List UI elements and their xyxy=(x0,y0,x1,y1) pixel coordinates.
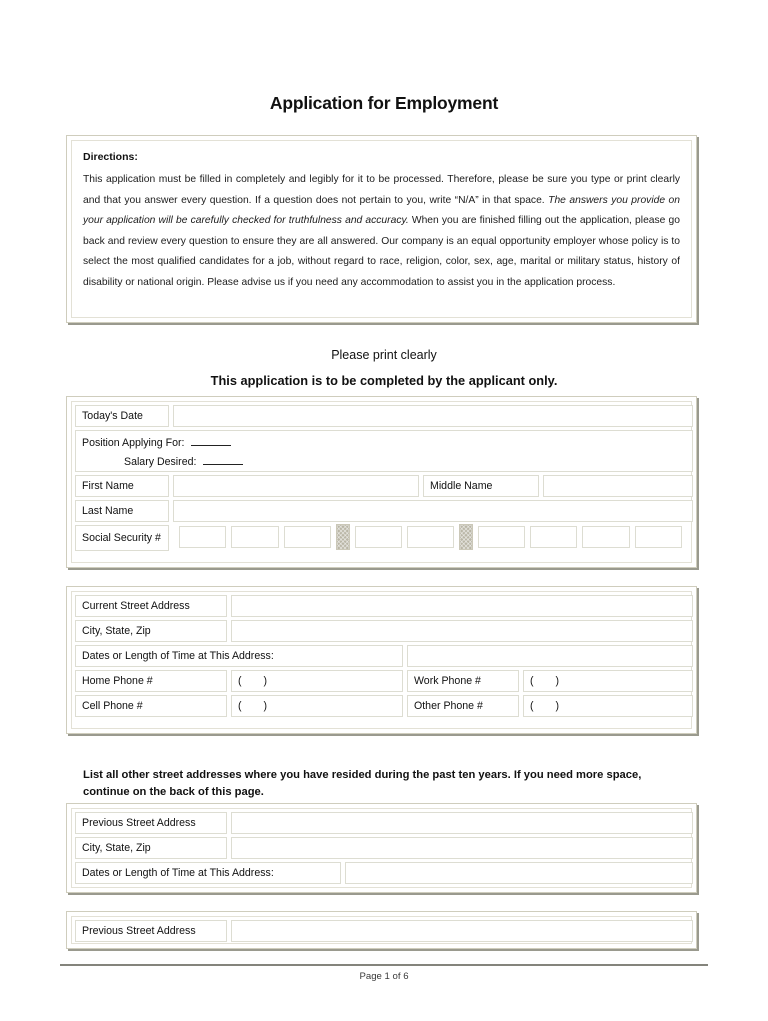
previous-address-1-table xyxy=(75,812,693,884)
salary-desired-label: Salary Desired: xyxy=(124,456,197,468)
directions-panel xyxy=(66,135,697,323)
social-security-boxes xyxy=(179,526,687,550)
previous-addresses-instruction: List all other street addresses where you have resided during the past ten years. If you need more space, continue on the back of this page. xyxy=(83,769,642,798)
cell-phone-area-code-parens xyxy=(238,700,267,712)
previous-address-2-table xyxy=(75,920,693,942)
previous-city-row xyxy=(75,837,693,859)
todays-date-input[interactable] xyxy=(173,405,693,427)
middle-name-input[interactable] xyxy=(543,475,693,497)
current-dates-row xyxy=(75,645,693,667)
previous-dates-label: Dates or Length of Time at This Address: xyxy=(75,862,341,884)
identity-table xyxy=(75,405,693,551)
previous-dates-row xyxy=(75,862,693,884)
position-salary-cell[interactable] xyxy=(75,430,693,472)
first-middle-name-row xyxy=(75,475,693,497)
position-applying-label: Position Applying For: xyxy=(82,437,185,449)
other-phone-area-code-parens xyxy=(530,700,559,712)
ssn-digit-box[interactable] xyxy=(231,526,278,548)
identity-inner-box xyxy=(71,401,692,563)
home-work-phone-row xyxy=(75,670,693,692)
last-name-row xyxy=(75,500,693,522)
position-applying-fill-line[interactable] xyxy=(191,436,231,446)
previous-address-1-inner-box xyxy=(71,808,692,888)
paren-open: ( xyxy=(238,700,242,712)
previous-address-panel-2 xyxy=(66,911,697,949)
social-security-boxes-cell xyxy=(173,525,693,551)
ssn-digit-box[interactable] xyxy=(478,526,525,548)
ssn-digit-box[interactable] xyxy=(635,526,682,548)
previous-city-state-zip-input[interactable] xyxy=(231,837,693,859)
middle-name-label: Middle Name xyxy=(423,475,539,497)
home-phone-area-code-parens xyxy=(238,675,267,687)
previous-street-label-2: Previous Street Address xyxy=(75,920,227,942)
page-title: Application for Employment xyxy=(269,93,499,113)
paren-close: ) xyxy=(263,700,268,712)
work-phone-input[interactable] xyxy=(523,670,693,692)
paren-close: ) xyxy=(555,700,560,712)
directions-paragraph xyxy=(83,170,680,293)
directions-text-part2: When you are finished filling out the application, please go back and review every question to ensure they are all answered. Our company is an equal opportunity employer whose policy is to select the most qualified candidates for a job, without regard to race, religion, color, sex, age, marital or military status, history of disability or national origin. Please advise us if you need any accommodation to assist you in the application process. xyxy=(83,215,680,288)
current-city-state-zip-label: City, State, Zip xyxy=(75,620,227,642)
home-phone-label: Home Phone # xyxy=(75,670,227,692)
current-address-table xyxy=(75,595,693,717)
paren-close: ) xyxy=(263,675,268,687)
ssn-separator-block xyxy=(459,524,473,550)
home-phone-input[interactable] xyxy=(231,670,403,692)
position-applying-line xyxy=(82,436,686,449)
current-dates-input[interactable] xyxy=(407,645,693,667)
current-dates-label: Dates or Length of Time at This Address: xyxy=(75,645,403,667)
todays-date-label: Today's Date xyxy=(75,405,169,427)
applicant-identity-panel xyxy=(66,396,697,568)
previous-street-input-2[interactable] xyxy=(231,920,693,942)
work-phone-area-code-parens xyxy=(530,675,559,687)
social-security-label: Social Security # xyxy=(75,525,169,551)
footer-divider xyxy=(60,964,708,966)
ssn-separator-block xyxy=(336,524,350,550)
current-street-input[interactable] xyxy=(231,595,693,617)
current-address-panel xyxy=(66,586,697,734)
last-name-input[interactable] xyxy=(173,500,693,522)
ssn-digit-box[interactable] xyxy=(284,526,331,548)
previous-address-panel-1 xyxy=(66,803,697,893)
directions-inner-box xyxy=(71,140,692,318)
ssn-digit-box[interactable] xyxy=(355,526,402,548)
salary-desired-line xyxy=(82,455,686,468)
ssn-digit-box[interactable] xyxy=(179,526,226,548)
other-phone-label: Other Phone # xyxy=(407,695,519,717)
current-street-row xyxy=(75,595,693,617)
first-name-input[interactable] xyxy=(173,475,419,497)
print-clearly-instruction: Please print clearly xyxy=(331,348,437,362)
cell-other-phone-row xyxy=(75,695,693,717)
ssn-digit-box[interactable] xyxy=(582,526,629,548)
directions-text-italic: The answers you provide on your application will be carefully checked for truthfulness and accuracy. xyxy=(83,194,681,226)
footer-page-number: Page 1 of 6 xyxy=(359,971,409,982)
ssn-digit-box[interactable] xyxy=(407,526,454,548)
previous-street-row-2 xyxy=(75,920,693,942)
other-phone-input[interactable] xyxy=(523,695,693,717)
previous-city-state-zip-label: City, State, Zip xyxy=(75,837,227,859)
directions-body xyxy=(72,141,691,317)
directions-heading: Directions: xyxy=(83,151,138,163)
salary-desired-fill-line[interactable] xyxy=(203,455,243,465)
current-city-state-zip-input[interactable] xyxy=(231,620,693,642)
first-name-label: First Name xyxy=(75,475,169,497)
work-phone-label: Work Phone # xyxy=(407,670,519,692)
previous-dates-input[interactable] xyxy=(345,862,693,884)
previous-address-2-inner-box xyxy=(71,916,692,944)
previous-street-row xyxy=(75,812,693,834)
current-address-inner-box xyxy=(71,591,692,729)
previous-street-input[interactable] xyxy=(231,812,693,834)
cell-phone-input[interactable] xyxy=(231,695,403,717)
last-name-label: Last Name xyxy=(75,500,169,522)
directions-text-part1: This application must be filled in completely and legibly for it to be processed. Therefore, please be sure you type or print clearly and that you answer every question. If a question does not pertain to you, write “N/A” in that space. xyxy=(83,174,680,206)
current-street-label: Current Street Address xyxy=(75,595,227,617)
paren-open: ( xyxy=(530,700,534,712)
ssn-digit-box[interactable] xyxy=(530,526,577,548)
social-security-row xyxy=(75,525,693,551)
previous-street-label: Previous Street Address xyxy=(75,812,227,834)
applicant-only-instruction: This application is to be completed by the applicant only. xyxy=(210,373,558,388)
position-salary-row xyxy=(75,430,693,472)
paren-open: ( xyxy=(530,675,534,687)
todays-date-row xyxy=(75,405,693,427)
current-city-row xyxy=(75,620,693,642)
paren-open: ( xyxy=(238,675,242,687)
cell-phone-label: Cell Phone # xyxy=(75,695,227,717)
paren-close: ) xyxy=(555,675,560,687)
